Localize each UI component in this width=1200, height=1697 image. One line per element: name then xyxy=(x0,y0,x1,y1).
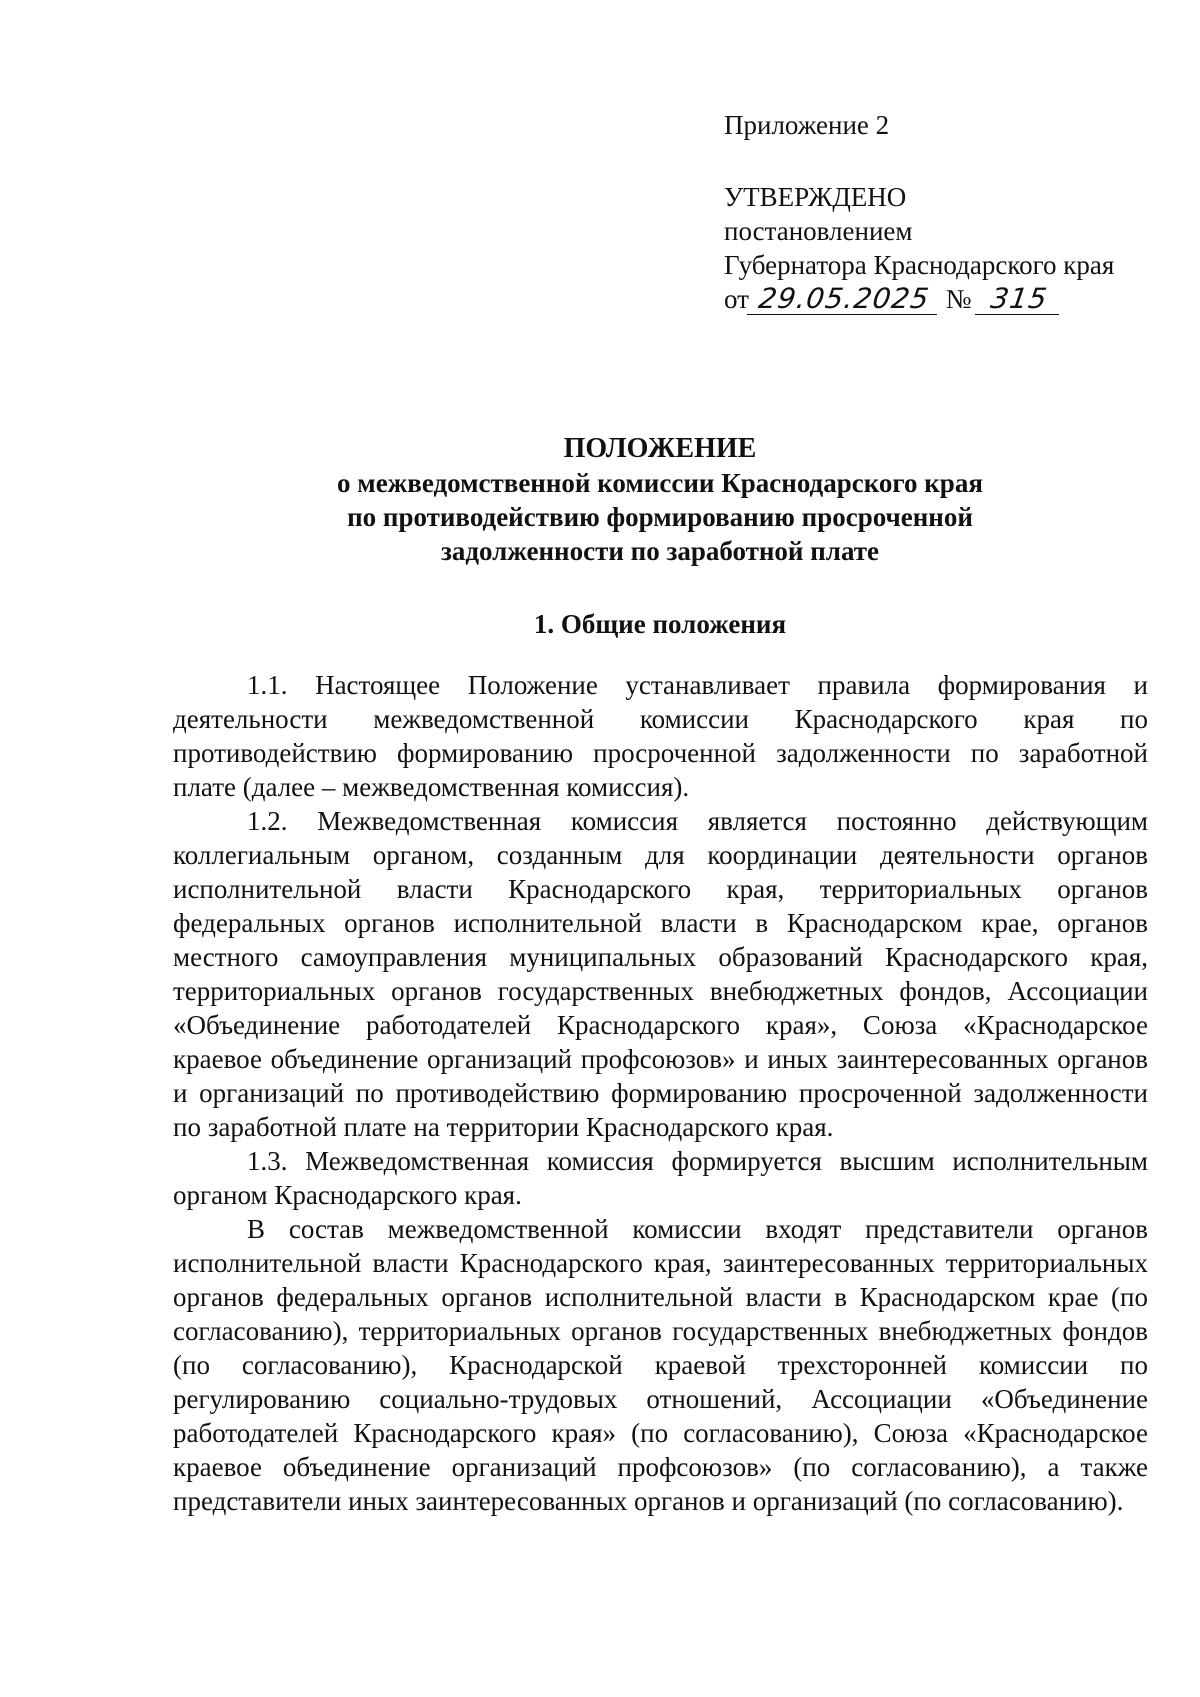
number-sign: № xyxy=(945,284,972,314)
title-line-1: о межведомственной комиссии Краснодарского края xyxy=(337,468,983,498)
title-main: ПОЛОЖЕНИЕ xyxy=(563,433,757,464)
handwritten-date: 29.05.2025 xyxy=(747,284,941,315)
approval-header xyxy=(724,108,1144,316)
approved-label: УТВЕРЖДЕНО xyxy=(724,182,907,212)
paragraph-composition: В состав межведомственной комиссии входят представители органов исполнительной власти Краснодарского края, заинтересованных территориальных органов федеральных органов исполнительной власти в Краснодарском крае (по согласованию), территориальных органов государственных внебюджетных фондов (по согласованию), Краснодарской краевой трехсторонней комиссии по регулированию социально-трудовых отношений, Ассоциации «Объединение работодателей Краснодарского края» (по согласованию), Союза «Краснодарское краевое объединение организаций профсоюзов» (по согласованию), а также представители иных заинтересованных органов и организаций (по согласованию). xyxy=(173,1214,1148,1516)
date-number-line xyxy=(724,282,1144,316)
section-body xyxy=(173,668,1148,1518)
paragraph-1-3: 1.3. Межведомственная комиссия формируется высшим исполнительным органом Краснодарского края. xyxy=(173,1146,1148,1210)
paragraph-1-2: 1.2. Межведомственная комиссия является постоянно действующим коллегиальным органом, созданным для координации деятельности органов исполнительной власти Краснодарского края, территориальных органов федеральных органов исполнительной власти в Краснодарском крае, органов местного самоуправления муниципальных образований Краснодарского края, территориальных органов государственных внебюджетных фондов, Ассоциации «Объединение работодателей Краснодарского края», Союза «Краснодарское краевое объединение организаций профсоюзов» и иных заинтересованных органов и организаций по противодействию формированию просроченной задолженности по заработной плате на территории Краснодарского края. xyxy=(173,806,1148,1142)
appendix-label: Приложение 2 xyxy=(724,110,890,140)
title-line-3: задолженности по заработной плате xyxy=(440,536,879,566)
paragraph-1-1: 1.1. Настоящее Положение устанавливает правила формирования и деятельности межведомственной комиссии Краснодарского края по противодействию формированию просроченной задолженности по заработной плате (далее – межведомственная комиссия). xyxy=(173,670,1148,802)
document-title xyxy=(170,432,1150,568)
handwritten-number: 315 xyxy=(975,284,1063,315)
decree-label: постановлением xyxy=(724,216,913,246)
section-heading: 1. Общие положения xyxy=(533,609,787,639)
date-prefix: от xyxy=(724,284,749,314)
title-line-2: по противодействию формированию просроченной xyxy=(347,502,973,532)
governor-label: Губернатора Краснодарского края xyxy=(724,250,1115,280)
